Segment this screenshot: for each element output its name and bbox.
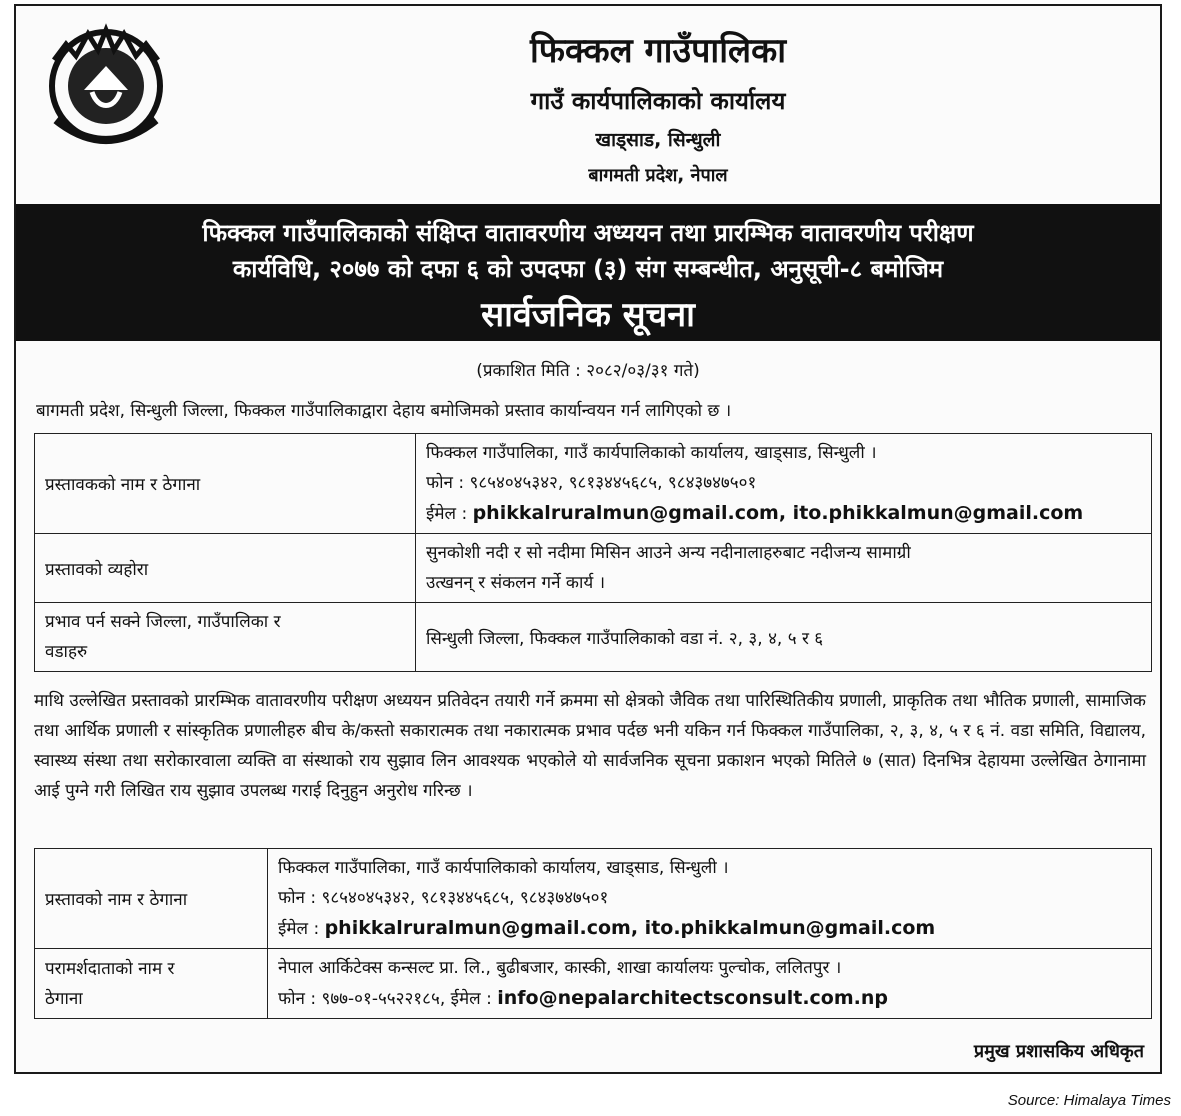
contact-email: phikkalruralmun@gmail.com, ito.phikkalmun@gmail.com — [324, 917, 936, 939]
consultant-email: info@nepalarchitectsconsult.com.np — [497, 987, 888, 1009]
notice-sheet — [14, 4, 1162, 1074]
proposer-email-line — [426, 498, 1141, 529]
proposal-table — [34, 433, 1152, 672]
affected-area-label-line-1: प्रभाव पर्न सक्ने जिल्ला, गाउँपालिका र — [45, 612, 281, 632]
proposer-address: फिक्कल गाउँपालिका, गाउँ कार्यपालिकाको कार्यालय, खाड्साड, सिन्धुली । — [426, 443, 877, 463]
banner-line-1: फिक्कल गाउँपालिकाको संक्षिप्त वातावरणीय अध्ययन तथा प्रारम्भिक वातावरणीय परीक्षण — [202, 219, 974, 247]
email-label: ईमेल : — [278, 919, 325, 939]
notice-title: सार्वजनिक सूचना — [481, 295, 695, 335]
consultant-label-line-2: ठेगाना — [45, 988, 83, 1009]
office-location: खाड्साड, सिन्धुली — [595, 129, 721, 151]
affected-area-label-line-2: वडाहरु — [45, 642, 88, 662]
affected-area-value: सिन्धुली जिल्ला, फिक्कल गाउँपालिकाको वडा नं. २, ३, ४, ५ र ६ — [416, 603, 1152, 672]
contact-email-line — [278, 913, 1141, 944]
table-row — [35, 949, 1152, 1019]
table-row — [35, 849, 1152, 949]
contact-phone: फोन : ९८५४०४५३४२, ९८१३४४५६८५, ९८४३७४७५०१ — [278, 888, 609, 908]
consultant-phone: फोन : ९७७-०१-५५२२१८५, ईमेल : — [278, 989, 498, 1009]
email-label: ईमेल : — [426, 504, 473, 524]
proposal-contact-details — [268, 849, 1152, 949]
contact-table — [34, 848, 1152, 1019]
notice-banner — [16, 204, 1160, 341]
proposer-details — [416, 434, 1152, 534]
table-row — [35, 603, 1152, 672]
source-credit: Source: Himalaya Times — [1007, 1092, 1171, 1109]
subject-line-1: सुनकोशी नदी र सो नदीमा मिसिन आउने अन्य नदीनालाहरुबाट नदीजन्य सामाग्री — [426, 543, 911, 563]
notice-paragraph: माथि उल्लेखित प्रस्तावको प्रारम्भिक वातावरणीय परीक्षण अध्ययन प्रतिवेदन तयारी गर्ने क्रममा सो क्षेत्रको जैविक तथा पारिस्थितिकीय प्रणाली, प्राकृतिक तथा भौतिक प्रणाली, सामाजिक तथा आर्थिक प्रणाली र सांस्कृतिक प्रणालीहरु बीच के/कस्तो सकारात्मक तथा नकारात्मक प्रभाव पर्दछ भनी यकिन गर्न फिक्कल गाउँपालिका, २, ३, ४, ५ र ६ नं. वडा समिति, विद्यालय, स्वास्थ्य संस्था तथा सरोकारवाला व्यक्ति वा संस्थाको राय सुझाव लिन आवश्यक भएकोले यो सार्वजनिक सूचना प्रकाशन भएको मितिले ७ (सात) दिनभित्र देहायमा उल्लेखित ठेगानामा आई पुग्ने गरी लिखित राय सुझाव उपलब्ध गराई दिनुहुन अनुरोध गरिन्छ । — [34, 691, 1146, 801]
proposer-label: प्रस्तावकको नाम र ठेगाना — [35, 434, 416, 534]
consultant-address: नेपाल आर्किटेक्स कन्सल्ट प्रा. लि., बुढीबजार, कास्की, शाखा कार्यालयः पुल्चोक, ललितपुर । — [278, 958, 842, 978]
contact-address: फिक्कल गाउँपालिका, गाउँ कार्यपालिकाको कार्यालय, खाड्साड, सिन्धुली । — [278, 858, 729, 878]
proposer-email: phikkalruralmun@gmail.com, ito.phikkalmun@gmail.com — [472, 502, 1084, 524]
notice-header — [16, 6, 1160, 206]
government-emblem-icon — [36, 20, 176, 150]
consultant-label-line-1: परामर्शदाताको नाम र — [45, 958, 175, 979]
banner-line-2: कार्यविधि, २०७७ को दफा ६ को उपदफा (३) संग सम्बन्धीत, अनुसूची-८ बमोजिम — [232, 255, 944, 283]
table-row — [35, 434, 1152, 534]
proposal-subject-label: प्रस्तावको व्यहोरा — [35, 534, 416, 603]
table-row — [35, 534, 1152, 603]
province-country: बागमती प्रदेश, नेपाल — [588, 165, 728, 186]
consultant-label — [35, 949, 268, 1019]
affected-area-label — [35, 603, 416, 672]
proposal-subject — [416, 534, 1152, 603]
signature-title: प्रमुख प्रशासकिय अधिकृत — [973, 1041, 1144, 1062]
intro-text: बागमती प्रदेश, सिन्धुली जिल्ला, फिक्कल गाउँपालिकाद्वारा देहाय बमोजिमको प्रस्ताव कार्यान्वयन गर्न लागिएको छ । — [36, 401, 732, 421]
subject-line-2: उत्खनन् र संकलन गर्ने कार्य । — [426, 573, 606, 593]
office-name: गाउँ कार्यपालिकाको कार्यालय — [530, 87, 786, 115]
consultant-contact-line — [278, 983, 1141, 1014]
published-date: (प्रकाशित मिति : २०८२/०३/३१ गते) — [476, 361, 700, 381]
proposal-contact-label: प्रस्तावको नाम र ठेगाना — [35, 849, 268, 949]
proposer-phone: फोन : ९८५४०४५३४२, ९८१३४४५६८५, ९८४३७४७५०१ — [426, 473, 757, 493]
consultant-details — [268, 949, 1152, 1019]
municipality-name: फिक्कल गाउँपालिका — [529, 31, 787, 71]
